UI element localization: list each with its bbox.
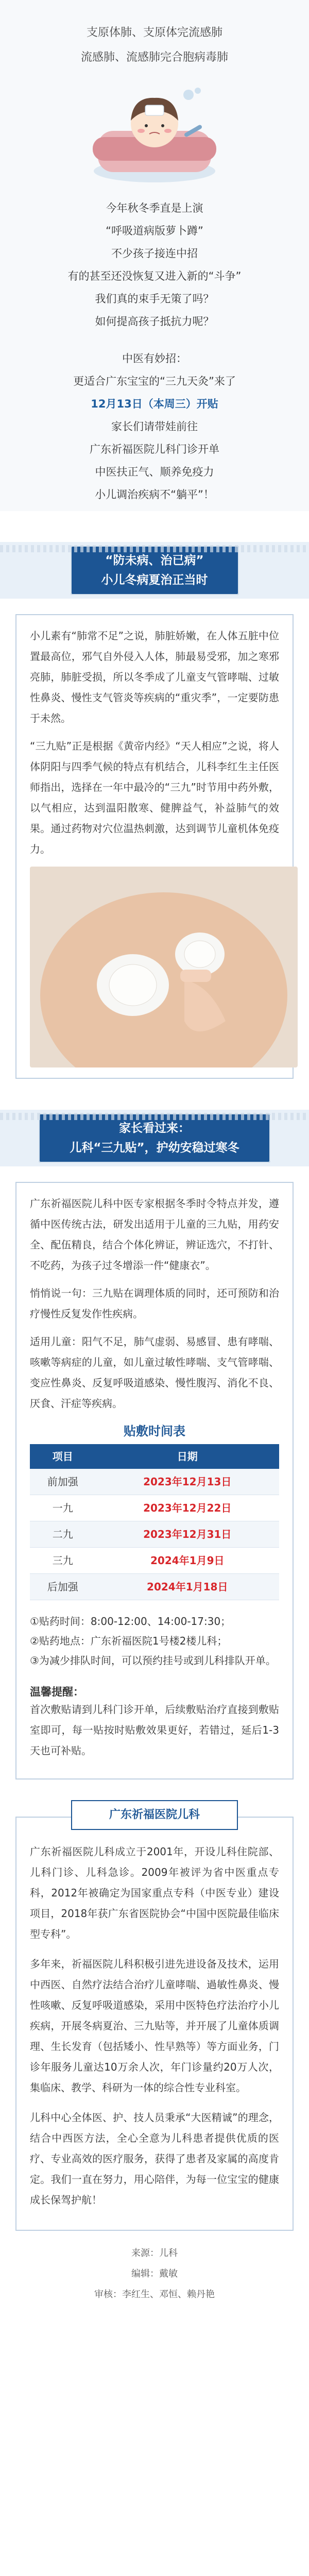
section-header-2 (0, 1110, 309, 1166)
hospital-body (15, 1817, 294, 2231)
table-cell-date: 2023年12月22日 (96, 1495, 280, 1521)
poem-line: 中医扶正气、顺养免疫力 (95, 466, 214, 478)
paragraph: 多年来，祈福医院儿科积极引进先进设备及技术，运用中西医、自然疗法结合治疗儿童哮喘、過敏性鼻炎、慢性咳嗽、反复呼吸道感染，采用中医特色疗法治疗小儿疾病，开展冬病夏治、三九贴等，并开展了儿童体质调理、生长发育（包括矮小、性早熟等）等方面业务，门诊年服务儿童达10万余人次，年门诊量约20万人次，集临床、教学、科研为一体的综合性专业科室。 (30, 1958, 279, 2094)
note-item: ①贴药时间：8:00-12:00、14:00-17:30； (30, 1615, 231, 1628)
table-cell-date: 2023年12月31日 (96, 1521, 280, 1548)
poem-line: 家长们请带娃前往 (111, 420, 198, 433)
schedule-title: 贴敷时间表 (124, 1424, 185, 1438)
patch-photo (30, 867, 298, 1067)
paragraph: 适用儿童：阳气不足，肺气虚弱、易感冒、患有哮喘、咳嗽等病症的儿童，如儿童过敏性哮喘、支气管哮喘、变应性鼻炎、反复呼吸道感染、慢性腹泻、消化不良、厌食、汗症等疾病。 (30, 1335, 279, 1410)
table-header-row (30, 1444, 279, 1469)
table-cell-item: 后加强 (30, 1574, 96, 1600)
table-header: 项目 (30, 1444, 96, 1469)
table-cell-item: 前加强 (30, 1469, 96, 1495)
table-cell-date: 2024年1月9日 (96, 1548, 280, 1574)
poem-line-highlight: 12月13日（本周三）开贴 (91, 398, 218, 410)
poem-line: 如何提高孩子抵抗力呢？ (95, 315, 214, 328)
credit-line: 编辑：戴敏 (131, 2268, 178, 2279)
poem-line: 广东祈福医院儿科门诊开单 (90, 443, 219, 455)
table-cell-item: 二九 (30, 1521, 96, 1548)
section-card-1 (15, 614, 294, 1079)
section-title-line: “防未病、治已病” (105, 554, 204, 567)
notes-list (30, 1612, 279, 1670)
paragraph: 广东祈福医院儿科中医专家根据冬季时令特点并发，遵循中医传统古法，研发出适用于儿童的三九贴，用药安全、配伍精良，结合个体化辨证，辨证选穴，不打针、不吃药，为孩子过冬增添一件“健康衣”。 (30, 1197, 279, 1272)
intro-section (0, 0, 309, 511)
schedule-table (30, 1444, 279, 1600)
paragraph: 广东祈福医院儿科成立于2001年，开设儿科住院部、儿科门诊、儿科急诊。2009年被评为省中医重点专科，2012年被确定为国家重点专科（中医专业）建设项目，2018年获广东省医院协会“中国中医院最佳临床型专科”。 (30, 1845, 279, 1940)
paragraph: 儿科中心全体医、护、技人员秉承“大医精诚”的理念，结合中西医方法，全心全意为儿科患者提供优质的医疗、专业高效的医疗服务，获得了患者及家属的高度肯定。我们一直在努力，用心陪伴，为每一位宝宝的健康成长保驾护航！ (30, 2111, 279, 2206)
paragraph: “三九贴”正是根据《黄帝内经》“天人相应”之说，将人体阴阳与四季气候的特点有机结合，儿科李红生主任医师指出，选择在一年中最冷的“三九”时节用中药外敷，以气相应，达到温阳散寒、健脾益气，补益肺气的效果。通过药物对穴位温热刺激，达到调节儿童机体免疫力。 (30, 740, 279, 855)
poem-line: 我们真的束手无策了吗？ (95, 293, 214, 305)
table-header: 日期 (96, 1444, 280, 1469)
intro-line: 支原体肺、支原体完流感肺 (86, 26, 222, 39)
warm-reminder-text: 首次敷贴请到儿科门诊开单，后续敷贴治疗直接到敷贴室即可，每一贴按时贴敷效果更好，若错过，延后1-3天也可补贴。 (30, 1703, 279, 1757)
poem-line: “呼吸道病版萝卜蹲” (106, 225, 203, 237)
poem-line: 今年秋冬季直是上演 (106, 202, 203, 214)
table-row (30, 1548, 279, 1574)
credit-line: 审核：李红生、邓恒、赖丹艳 (94, 2289, 215, 2300)
note-item: ②贴药地点：广东祈福医院1号楼2楼儿科； (30, 1635, 228, 1647)
table-cell-date: 2023年12月13日 (96, 1469, 280, 1495)
hospital-section (15, 1800, 294, 2231)
section-title-line: 小儿冬病夏治正当时 (101, 573, 208, 587)
section-title-plate (71, 546, 239, 595)
poem-line: 中医有妙招： (122, 352, 187, 365)
intro-line: 流感肺、流感肺完合胞病毒肺 (80, 51, 228, 64)
table-row (30, 1574, 279, 1600)
table-row (30, 1521, 279, 1548)
section-card-2 (15, 1182, 294, 1780)
table-cell-date: 2024年1月18日 (96, 1574, 280, 1600)
poem-line: 不少孩子接连中招 (111, 247, 198, 260)
poem-line: 小儿调治疾病不“躺平”！ (95, 488, 214, 501)
table-cell-item: 一九 (30, 1495, 96, 1521)
table-row (30, 1495, 279, 1521)
section-header-1 (0, 542, 309, 599)
note-item: ③为减少排队时间，可以预约挂号或到儿科排队开单。 (30, 1654, 276, 1667)
warm-reminder-title: 温馨提醒： (30, 1686, 84, 1698)
credit-line: 来源：儿科 (131, 2248, 178, 2259)
section-title-line: 儿科“三九贴”，护幼安稳过寒冬 (70, 1141, 239, 1155)
intro-poem (21, 197, 288, 506)
poem-line: 有的甚至还没恢复又进入新的“斗争” (67, 270, 242, 282)
poem-line: 更适合广东宝宝的“三九天灸”来了 (73, 375, 236, 387)
hospital-title: 广东祈福医院儿科 (71, 1800, 238, 1830)
table-row (30, 1469, 279, 1495)
sick-child-illustration (88, 79, 221, 188)
table-cell-item: 三九 (30, 1548, 96, 1574)
section-title-line: 家长看过来： (118, 1122, 190, 1135)
section-title-plate (39, 1113, 270, 1163)
paragraph: 小儿素有“肺常不足”之说，肺脏娇嫩，在人体五脏中位置最高位，邪气自外侵入人体，肺最易受邪，加之寒邪亮肺，肺脏受损，所以冬季成了儿童支气管哮喘、过敏性鼻炎、慢性支气管炎等疾病的“重灾季”，一定要防患于未然。 (30, 630, 279, 724)
credits (0, 2243, 309, 2305)
paragraph: 悄悄说一句：三九贴在调理体质的同时，还可预防和治疗慢性反复发作性疾病。 (30, 1287, 279, 1320)
